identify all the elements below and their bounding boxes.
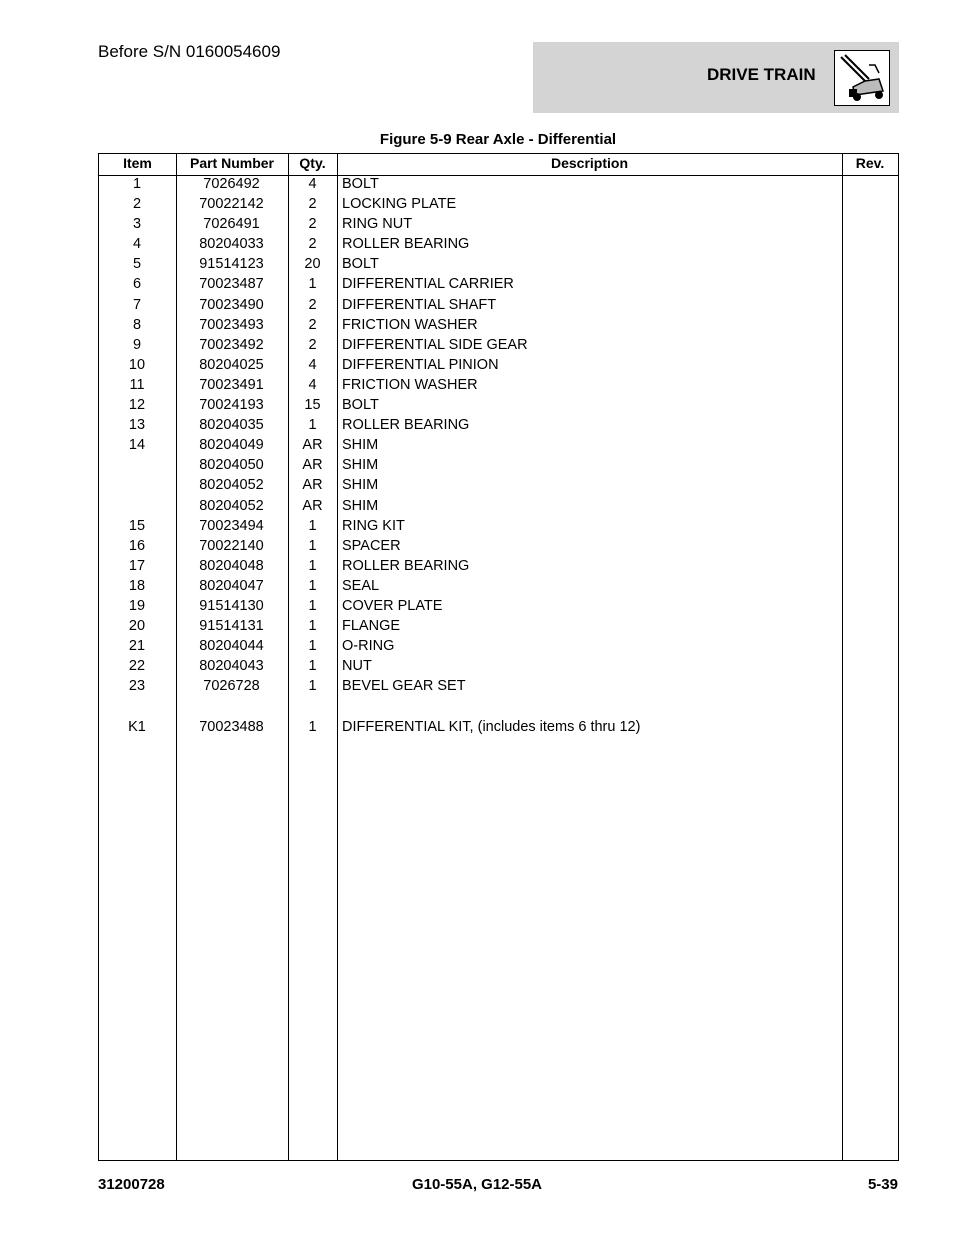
row-description: SEAL <box>342 577 380 594</box>
row-qty: 4 <box>308 176 317 192</box>
row-part-number: 91514130 <box>199 597 264 614</box>
table-row <box>99 416 898 436</box>
row-description: FRICTION WASHER <box>342 376 478 393</box>
row-part-number: 70023492 <box>199 336 264 353</box>
table-row <box>99 296 898 316</box>
table-row <box>99 577 898 597</box>
row-qty: 1 <box>308 276 317 293</box>
column-header-qty: Qty. <box>299 155 326 171</box>
row-qty: 4 <box>308 376 317 393</box>
row-qty: 1 <box>308 618 317 635</box>
row-qty: 1 <box>308 557 317 574</box>
row-part-number: 70023491 <box>199 376 264 393</box>
model-numbers: G10-55A, G12-55A <box>411 1176 543 1193</box>
row-part-number: 80204033 <box>199 236 264 253</box>
row-description: FLANGE <box>342 618 401 635</box>
row-qty: AR <box>302 477 323 494</box>
row-part-number: 7026728 <box>203 678 260 695</box>
table-row <box>99 396 898 416</box>
table-row <box>99 336 898 356</box>
row-description: O-RING <box>342 638 395 655</box>
row-qty: 1 <box>308 658 317 675</box>
row-item: 22 <box>128 658 146 675</box>
row-qty: 1 <box>308 678 317 695</box>
figure-title: Figure 5-9 Rear Axle - Differential <box>379 131 617 148</box>
table-row <box>99 275 898 295</box>
row-description: DIFFERENTIAL SIDE GEAR <box>342 336 528 353</box>
table-row <box>99 617 898 637</box>
row-part-number: 70023488 <box>199 718 264 735</box>
row-part-number: 70023490 <box>199 296 264 313</box>
table-row <box>99 195 898 215</box>
row-item: 6 <box>132 276 142 293</box>
row-description: ROLLER BEARING <box>342 236 470 253</box>
table-row <box>99 235 898 255</box>
row-qty: 1 <box>308 718 317 735</box>
row-description: BOLT <box>342 256 379 273</box>
row-description: DIFFERENTIAL CARRIER <box>342 276 514 293</box>
table-row <box>99 657 898 677</box>
row-qty: 2 <box>308 216 317 233</box>
row-qty: AR <box>302 457 323 474</box>
row-description: SHIM <box>342 457 379 474</box>
row-description: SPACER <box>342 537 401 554</box>
table-row <box>99 376 898 396</box>
row-description: RING NUT <box>342 216 413 233</box>
table-row <box>99 557 898 577</box>
row-item: 18 <box>128 577 146 594</box>
row-item: 8 <box>132 316 142 333</box>
row-qty: AR <box>302 437 323 454</box>
parts-table <box>98 153 899 1161</box>
row-item: 4 <box>132 236 142 253</box>
row-part-number: 80204050 <box>199 457 264 474</box>
serial-number-note: Before S/N 0160054609 <box>98 42 281 61</box>
row-qty: 20 <box>304 256 321 273</box>
row-qty: 2 <box>308 336 317 353</box>
table-row <box>99 255 898 275</box>
table-body <box>99 175 898 738</box>
row-qty: 1 <box>308 537 317 554</box>
row-item: 10 <box>128 356 146 373</box>
row-item: 17 <box>128 557 146 574</box>
row-item: 1 <box>132 176 142 192</box>
row-description: BOLT <box>342 397 379 414</box>
row-item: 7 <box>132 296 142 313</box>
row-qty: 2 <box>308 236 317 253</box>
row-item: 2 <box>132 196 142 213</box>
row-item: 9 <box>132 336 142 353</box>
section-title: DRIVE TRAIN <box>707 65 816 84</box>
row-part-number: 70022140 <box>199 537 264 554</box>
column-header-description: Description <box>550 155 628 171</box>
table-row <box>99 175 898 195</box>
row-part-number: 70024193 <box>199 397 264 414</box>
row-item: 19 <box>128 597 146 614</box>
document-number: 31200728 <box>98 1176 165 1193</box>
row-part-number: 80204048 <box>199 557 264 574</box>
row-part-number: 80204044 <box>199 638 264 655</box>
table-row <box>99 677 898 697</box>
row-item: 23 <box>128 678 146 695</box>
row-part-number: 80204047 <box>199 577 264 594</box>
row-item: 3 <box>132 216 142 233</box>
column-header-rev: Rev. <box>855 155 885 171</box>
row-item: 11 <box>129 376 145 393</box>
row-part-number: 91514131 <box>199 618 264 635</box>
row-qty: 2 <box>308 316 317 333</box>
row-description: BOLT <box>342 176 379 192</box>
table-row <box>99 697 898 717</box>
table-row <box>99 497 898 517</box>
row-description: SHIM <box>342 437 379 454</box>
row-description: LOCKING PLATE <box>342 196 457 213</box>
row-qty: 2 <box>308 196 317 213</box>
table-row <box>99 356 898 376</box>
row-item: 15 <box>128 517 146 534</box>
row-qty: 1 <box>308 517 317 534</box>
row-description: BEVEL GEAR SET <box>342 678 466 695</box>
forklift-icon <box>834 50 890 106</box>
table-row <box>99 316 898 336</box>
row-item: K1 <box>128 718 146 735</box>
row-qty: 1 <box>308 417 317 434</box>
row-description: SHIM <box>342 497 379 514</box>
row-description: NUT <box>342 658 372 675</box>
row-part-number: 70023487 <box>199 276 264 293</box>
row-part-number: 91514123 <box>199 256 264 273</box>
table-row <box>99 637 898 657</box>
row-description: ROLLER BEARING <box>342 557 470 574</box>
row-qty: 1 <box>308 597 317 614</box>
row-item: 12 <box>128 397 146 414</box>
table-row <box>99 436 898 456</box>
row-item: 13 <box>128 417 146 434</box>
row-item: 14 <box>128 437 146 454</box>
row-part-number: 70023494 <box>199 517 264 534</box>
row-description: DIFFERENTIAL PINION <box>342 356 499 373</box>
table-row <box>99 718 898 738</box>
row-part-number: 80204049 <box>199 437 264 454</box>
row-part-number: 80204052 <box>199 477 264 494</box>
row-item: 21 <box>128 638 146 655</box>
column-header-item: Item <box>123 155 152 171</box>
row-part-number: 80204052 <box>199 497 264 514</box>
row-item: 16 <box>128 537 146 554</box>
row-qty: 4 <box>308 356 317 373</box>
table-row <box>99 537 898 557</box>
table-row <box>99 517 898 537</box>
row-description: FRICTION WASHER <box>342 316 478 333</box>
column-header-part-number: Part Number <box>189 155 275 171</box>
table-row <box>99 476 898 496</box>
row-part-number: 70023493 <box>199 316 264 333</box>
row-part-number: 7026491 <box>203 216 260 233</box>
row-part-number: 70022142 <box>199 196 264 213</box>
row-description: RING KIT <box>342 517 405 534</box>
row-qty: AR <box>302 497 323 514</box>
row-part-number: 80204035 <box>199 417 264 434</box>
row-qty: 1 <box>308 638 317 655</box>
table-row <box>99 215 898 235</box>
row-part-number: 7026492 <box>203 176 260 192</box>
row-qty: 2 <box>308 296 317 313</box>
row-part-number: 80204025 <box>199 356 264 373</box>
row-description: DIFFERENTIAL SHAFT <box>342 296 497 313</box>
row-qty: 1 <box>308 577 317 594</box>
row-part-number: 80204043 <box>199 658 264 675</box>
row-item: 5 <box>132 256 142 273</box>
table-row <box>99 456 898 476</box>
row-qty: 15 <box>304 397 321 414</box>
section-header <box>533 42 899 113</box>
row-description: ROLLER BEARING <box>342 417 470 434</box>
page-number: 5-39 <box>867 1176 898 1193</box>
row-description: SHIM <box>342 477 379 494</box>
table-row <box>99 597 898 617</box>
row-description: DIFFERENTIAL KIT, (includes items 6 thru 12) <box>342 718 641 735</box>
row-item: 20 <box>128 618 146 635</box>
row-description: COVER PLATE <box>342 597 443 614</box>
